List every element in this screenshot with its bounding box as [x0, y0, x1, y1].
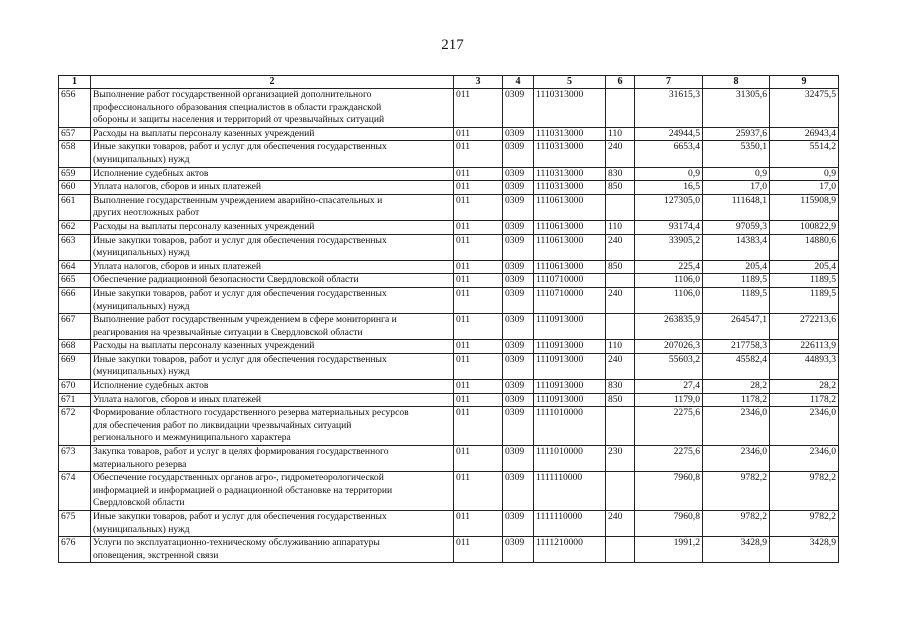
target-article-code: 1110613000: [534, 260, 606, 274]
row-description: [91, 89, 454, 128]
description-line: (муниципальных) нужд: [93, 523, 190, 535]
description-line: Иные закупки товаров, работ и услуг для обеспечения государственных: [93, 141, 387, 153]
target-article-code: 1111210000: [534, 537, 606, 563]
ministry-code: 011: [454, 380, 503, 394]
table-row: [59, 340, 839, 354]
target-article-code: 1110913000: [534, 340, 606, 354]
amount-col-7: 0,9: [635, 167, 703, 181]
ministry-code: 011: [454, 287, 503, 313]
description-line: Иные закупки товаров, работ и услуг для обеспечения государственных: [93, 511, 387, 522]
section-code: 0309: [503, 537, 534, 563]
amount-col-7: 1991,2: [635, 537, 703, 563]
column-header: 7: [635, 76, 703, 89]
description-line: материального резерва: [93, 458, 187, 470]
amount-col-9: 2346,0: [770, 446, 839, 472]
ministry-code: 011: [454, 260, 503, 274]
amount-col-7: 31615,3: [635, 89, 703, 128]
expense-type-code: 240: [606, 141, 635, 167]
description-line: Иные закупки товаров, работ и услуг для обеспечения государственных: [93, 353, 387, 365]
expense-type-code: 240: [606, 353, 635, 379]
expense-type-code: [606, 89, 635, 128]
amount-col-7: 2275,6: [635, 446, 703, 472]
expense-type-code: 230: [606, 446, 635, 472]
amount-col-9: 28,2: [770, 380, 839, 394]
ministry-code: 011: [454, 537, 503, 563]
row-number: 659: [59, 167, 91, 181]
amount-col-9: 5514,2: [770, 141, 839, 167]
amount-col-8: 17,0: [703, 181, 770, 195]
row-number: 676: [59, 537, 91, 563]
row-description: [91, 167, 454, 181]
row-description: [91, 380, 454, 394]
row-description: [91, 141, 454, 167]
amount-col-9: 205,4: [770, 260, 839, 274]
table-row: [59, 407, 839, 446]
table-row: [59, 380, 839, 394]
table-row: [59, 472, 839, 511]
section-code: 0309: [503, 340, 534, 354]
row-number: 661: [59, 194, 91, 220]
table-row: [59, 274, 839, 288]
table-row: [59, 511, 839, 537]
section-code: 0309: [503, 393, 534, 407]
amount-col-8: 217758,3: [703, 340, 770, 354]
row-description: [91, 353, 454, 379]
row-description: [91, 446, 454, 472]
amount-col-7: 27,4: [635, 380, 703, 394]
amount-col-9: 32475,5: [770, 89, 839, 128]
amount-col-9: 1178,2: [770, 393, 839, 407]
section-code: 0309: [503, 353, 534, 379]
target-article-code: 1110613000: [534, 220, 606, 234]
row-description: [91, 287, 454, 313]
amount-col-8: 97059,3: [703, 220, 770, 234]
amount-col-8: 14383,4: [703, 234, 770, 260]
expense-type-code: 240: [606, 511, 635, 537]
section-code: 0309: [503, 287, 534, 313]
description-line: Свердловской области: [93, 497, 185, 509]
column-header: 6: [606, 76, 635, 89]
ministry-code: 011: [454, 314, 503, 340]
description-line: Исполнение судебных актов: [93, 167, 209, 179]
description-line: (муниципальных) нужд: [93, 153, 190, 165]
section-code: 0309: [503, 167, 534, 181]
description-line: Исполнение судебных актов: [93, 380, 209, 392]
amount-col-8: 3428,9: [703, 537, 770, 563]
amount-col-8: 2346,0: [703, 446, 770, 472]
amount-col-8: 205,4: [703, 260, 770, 274]
section-code: 0309: [503, 89, 534, 128]
amount-col-8: 264547,1: [703, 314, 770, 340]
row-description: [91, 314, 454, 340]
expense-type-code: 240: [606, 287, 635, 313]
amount-col-8: 28,2: [703, 380, 770, 394]
target-article-code: 1110313000: [534, 167, 606, 181]
amount-col-9: 17,0: [770, 181, 839, 195]
description-line: для обеспечения работ по ликвидации чрезвычайных ситуаций: [93, 419, 352, 431]
table-row: [59, 446, 839, 472]
description-line: (муниципальных) нужд: [93, 247, 190, 259]
expense-type-code: [606, 472, 635, 511]
ministry-code: 011: [454, 127, 503, 141]
ministry-code: 011: [454, 167, 503, 181]
description-line: Формирование областного государственного резерва материальных ресурсов: [93, 407, 409, 419]
row-number: 675: [59, 511, 91, 537]
amount-col-8: 9782,2: [703, 472, 770, 511]
description-line: Иные закупки товаров, работ и услуг для обеспечения государственных: [93, 234, 387, 246]
section-code: 0309: [503, 141, 534, 167]
amount-col-8: 9782,2: [703, 511, 770, 537]
target-article-code: 1111110000: [534, 511, 606, 537]
table-row: [59, 393, 839, 407]
row-number: 670: [59, 380, 91, 394]
amount-col-7: 33905,2: [635, 234, 703, 260]
column-header: 2: [91, 76, 454, 89]
expense-type-code: 850: [606, 393, 635, 407]
table-row: [59, 220, 839, 234]
row-description: [91, 340, 454, 354]
row-number: 668: [59, 340, 91, 354]
expense-type-code: 110: [606, 220, 635, 234]
expense-type-code: 830: [606, 380, 635, 394]
amount-col-7: 16,5: [635, 181, 703, 195]
target-article-code: 1110710000: [534, 274, 606, 288]
amount-col-9: 1189,5: [770, 287, 839, 313]
row-description: [91, 274, 454, 288]
table-row: [59, 194, 839, 220]
row-number: 674: [59, 472, 91, 511]
table-row: [59, 537, 839, 563]
section-code: 0309: [503, 181, 534, 195]
target-article-code: 1110613000: [534, 234, 606, 260]
amount-col-7: 263835,9: [635, 314, 703, 340]
section-code: 0309: [503, 127, 534, 141]
row-number: 672: [59, 407, 91, 446]
target-article-code: 1110913000: [534, 393, 606, 407]
row-description: [91, 234, 454, 260]
amount-col-8: 0,9: [703, 167, 770, 181]
ministry-code: 011: [454, 141, 503, 167]
expense-type-code: [606, 194, 635, 220]
table-row: [59, 314, 839, 340]
section-code: 0309: [503, 314, 534, 340]
ministry-code: 011: [454, 407, 503, 446]
row-number: 665: [59, 274, 91, 288]
expense-type-code: [606, 407, 635, 446]
row-description: [91, 220, 454, 234]
row-description: [91, 537, 454, 563]
ministry-code: 011: [454, 274, 503, 288]
row-description: [91, 260, 454, 274]
ministry-code: 011: [454, 340, 503, 354]
row-number: 657: [59, 127, 91, 141]
header-row: [59, 76, 839, 89]
amount-col-9: 2346,0: [770, 407, 839, 446]
amount-col-8: 45582,4: [703, 353, 770, 379]
target-article-code: 1110613000: [534, 194, 606, 220]
amount-col-9: 1189,5: [770, 274, 839, 288]
ministry-code: 011: [454, 89, 503, 128]
description-line: Расходы на выплаты персоналу казенных учреждений: [93, 127, 315, 139]
ministry-code: 011: [454, 194, 503, 220]
expense-type-code: [606, 274, 635, 288]
table-row: [59, 353, 839, 379]
row-description: [91, 194, 454, 220]
table-row: [59, 127, 839, 141]
amount-col-9: 115908,9: [770, 194, 839, 220]
ministry-code: 011: [454, 181, 503, 195]
amount-col-7: 1106,0: [635, 287, 703, 313]
target-article-code: 1110313000: [534, 89, 606, 128]
section-code: 0309: [503, 380, 534, 394]
column-header: 1: [59, 76, 91, 89]
description-line: Расходы на выплаты персоналу казенных учреждений: [93, 340, 315, 352]
row-number: 667: [59, 314, 91, 340]
row-number: 664: [59, 260, 91, 274]
target-article-code: 1110313000: [534, 181, 606, 195]
description-line: Расходы на выплаты персоналу казенных учреждений: [93, 220, 315, 232]
amount-col-9: 226113,9: [770, 340, 839, 354]
amount-col-7: 24944,5: [635, 127, 703, 141]
row-number: 669: [59, 353, 91, 379]
description-line: профессионального образования специалистов в области гражданской: [93, 101, 382, 113]
amount-col-7: 55603,2: [635, 353, 703, 379]
target-article-code: 1110313000: [534, 141, 606, 167]
row-description: [91, 511, 454, 537]
description-line: реагирования на чрезвычайные ситуации в Свердловской области: [93, 326, 363, 338]
description-line: Обеспечение радиационной безопасности Свердловской области: [93, 274, 359, 286]
ministry-code: 011: [454, 234, 503, 260]
ministry-code: 011: [454, 446, 503, 472]
ministry-code: 011: [454, 220, 503, 234]
row-description: [91, 407, 454, 446]
expense-type-code: 240: [606, 234, 635, 260]
column-header: 9: [770, 76, 839, 89]
row-number: 663: [59, 234, 91, 260]
amount-col-9: 0,9: [770, 167, 839, 181]
row-number: 658: [59, 141, 91, 167]
section-code: 0309: [503, 274, 534, 288]
table-row: [59, 167, 839, 181]
row-number: 660: [59, 181, 91, 195]
description-line: Уплата налогов, сборов и иных платежей: [93, 260, 262, 272]
row-number: 662: [59, 220, 91, 234]
expense-type-code: 110: [606, 340, 635, 354]
amount-col-9: 9782,2: [770, 511, 839, 537]
target-article-code: 1111110000: [534, 472, 606, 511]
section-code: 0309: [503, 446, 534, 472]
target-article-code: 1111010000: [534, 407, 606, 446]
expense-type-code: 110: [606, 127, 635, 141]
row-description: [91, 472, 454, 511]
amount-col-8: 31305,6: [703, 89, 770, 128]
section-code: 0309: [503, 220, 534, 234]
table-body: [59, 89, 839, 563]
amount-col-8: 1189,5: [703, 274, 770, 288]
description-line: Выполнение государственным учреждением аварийно-спасательных и: [93, 194, 383, 206]
row-description: [91, 393, 454, 407]
target-article-code: 1110913000: [534, 380, 606, 394]
amount-col-7: 1179,0: [635, 393, 703, 407]
row-number: 671: [59, 393, 91, 407]
description-line: Обеспечение государственных органов агро-, гидрометеорологической: [93, 472, 384, 484]
section-code: 0309: [503, 260, 534, 274]
target-article-code: 1110913000: [534, 314, 606, 340]
row-description: [91, 181, 454, 195]
column-header: 4: [503, 76, 534, 89]
target-article-code: 1111010000: [534, 446, 606, 472]
amount-col-7: 7960,8: [635, 511, 703, 537]
amount-col-9: 100822,9: [770, 220, 839, 234]
row-number: 656: [59, 89, 91, 128]
target-article-code: 1110313000: [534, 127, 606, 141]
section-code: 0309: [503, 511, 534, 537]
table-row: [59, 260, 839, 274]
amount-col-7: 93174,4: [635, 220, 703, 234]
amount-col-8: 1189,5: [703, 287, 770, 313]
column-header: 8: [703, 76, 770, 89]
ministry-code: 011: [454, 472, 503, 511]
table-row: [59, 234, 839, 260]
ministry-code: 011: [454, 353, 503, 379]
amount-col-9: 272213,6: [770, 314, 839, 340]
amount-col-7: 207026,3: [635, 340, 703, 354]
ministry-code: 011: [454, 393, 503, 407]
description-line: других неотложных работ: [93, 207, 200, 219]
amount-col-7: 7960,8: [635, 472, 703, 511]
amount-col-7: 127305,0: [635, 194, 703, 220]
amount-col-8: 25937,6: [703, 127, 770, 141]
description-line: Выполнение работ государственным учреждением в сфере мониторинга и: [93, 314, 397, 326]
description-line: (муниципальных) нужд: [93, 300, 190, 312]
amount-col-7: 1106,0: [635, 274, 703, 288]
expense-type-code: 830: [606, 167, 635, 181]
row-number: 666: [59, 287, 91, 313]
column-header: 3: [454, 76, 503, 89]
description-line: Выполнение работ государственной организацией дополнительного: [93, 89, 372, 100]
amount-col-9: 44893,3: [770, 353, 839, 379]
amount-col-7: 225,4: [635, 260, 703, 274]
amount-col-7: 6653,4: [635, 141, 703, 167]
amount-col-7: 2275,6: [635, 407, 703, 446]
amount-col-9: 26943,4: [770, 127, 839, 141]
column-header: 5: [534, 76, 606, 89]
description-line: обороны и защиты населения и территорий от чрезвычайных ситуаций: [93, 114, 385, 126]
table-row: [59, 89, 839, 128]
row-description: [91, 127, 454, 141]
description-line: регионального и межмуниципального характера: [93, 432, 291, 444]
description-line: Закупка товаров, работ и услуг в целях формирования государственного: [93, 446, 389, 458]
amount-col-9: 14880,6: [770, 234, 839, 260]
page-number: 217: [441, 37, 464, 53]
section-code: 0309: [503, 194, 534, 220]
section-code: 0309: [503, 472, 534, 511]
expense-type-code: 850: [606, 181, 635, 195]
expense-type-code: [606, 314, 635, 340]
amount-col-8: 111648,1: [703, 194, 770, 220]
amount-col-9: 3428,9: [770, 537, 839, 563]
description-line: Уплата налогов, сборов и иных платежей: [93, 181, 262, 193]
table-row: [59, 141, 839, 167]
description-line: Иные закупки товаров, работ и услуг для обеспечения государственных: [93, 287, 387, 299]
amount-col-8: 1178,2: [703, 393, 770, 407]
budget-table: [58, 75, 839, 563]
amount-col-9: 9782,2: [770, 472, 839, 511]
description-line: (муниципальных) нужд: [93, 366, 190, 378]
amount-col-8: 5350,1: [703, 141, 770, 167]
table-row: [59, 287, 839, 313]
table-row: [59, 181, 839, 195]
expense-type-code: [606, 537, 635, 563]
ministry-code: 011: [454, 511, 503, 537]
description-line: информацией и информацией о радиационной обстановке на территории: [93, 484, 393, 496]
row-number: 673: [59, 446, 91, 472]
section-code: 0309: [503, 234, 534, 260]
description-line: оповещения, экстренной связи: [93, 549, 219, 561]
description-line: Уплата налогов, сборов и иных платежей: [93, 393, 262, 405]
section-code: 0309: [503, 407, 534, 446]
target-article-code: 1110913000: [534, 353, 606, 379]
description-line: Услуги по эксплуатационно-техническому обслуживанию аппаратуры: [93, 537, 380, 549]
amount-col-8: 2346,0: [703, 407, 770, 446]
target-article-code: 1110710000: [534, 287, 606, 313]
expense-type-code: 850: [606, 260, 635, 274]
